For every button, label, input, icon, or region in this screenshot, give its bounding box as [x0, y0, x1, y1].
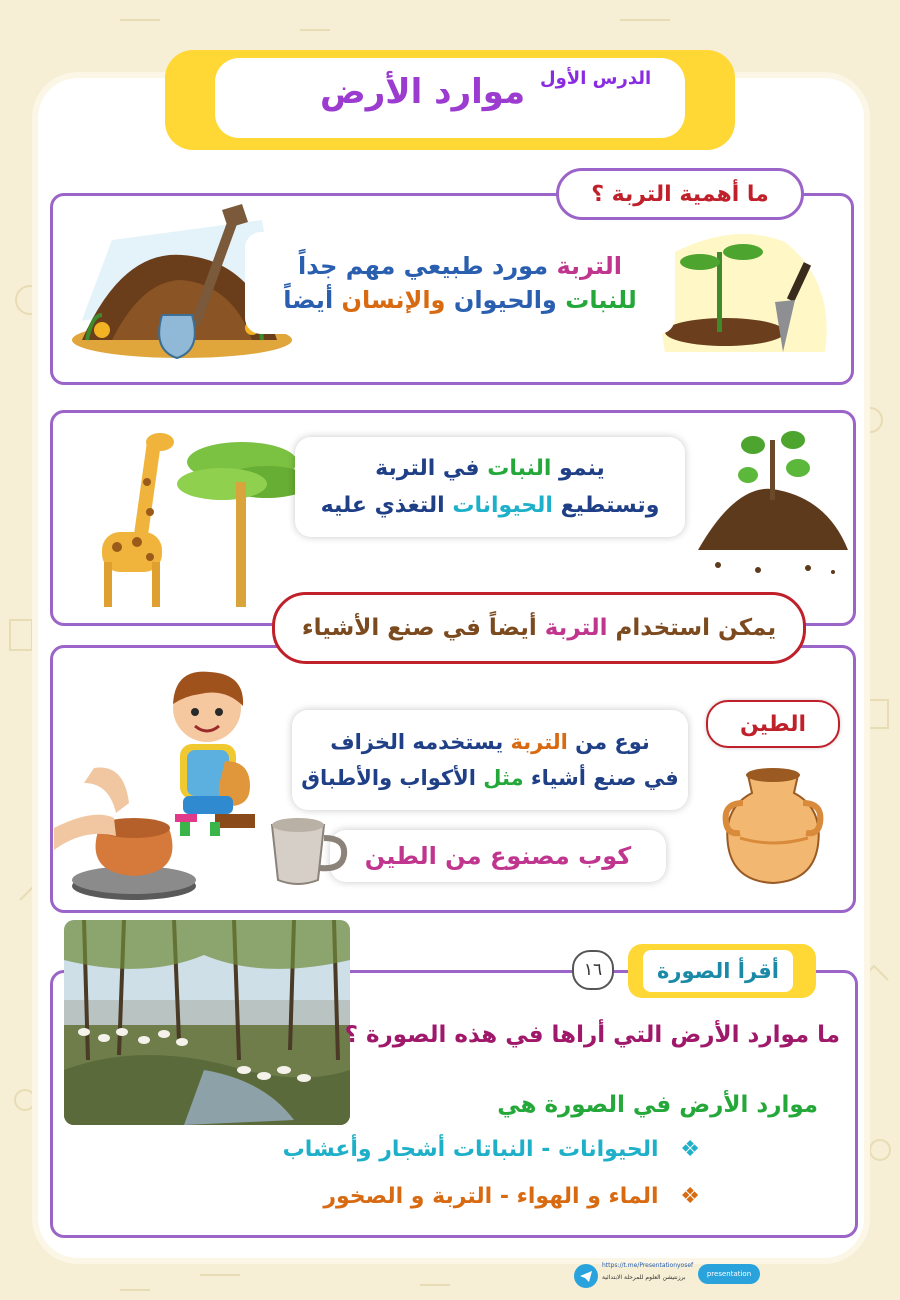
word-soil: التربة — [556, 252, 622, 280]
phrase-natural-resource: مورد طبيعي مهم جداً — [298, 252, 557, 280]
clay-cup-illustration — [264, 810, 354, 890]
cup-caption-box — [330, 830, 666, 882]
word-human: والإنسان — [341, 286, 454, 314]
presentation-badge: presentation — [698, 1264, 760, 1284]
soil-importance-box — [245, 232, 675, 334]
footer-credit-text: برزنتيشن العلوم للمرحلة الابتدائية — [602, 1274, 686, 1281]
answer-item-2 — [323, 1184, 700, 1209]
answer-item-2-text: الماء و الهواء - التربة و الصخور — [323, 1184, 659, 1209]
question-pill — [556, 168, 804, 220]
lesson-title: موارد الأرض — [320, 72, 526, 112]
answer-item-1 — [283, 1137, 700, 1162]
word-can: وتستطيع — [552, 493, 660, 518]
cup-caption: كوب مصنوع من الطين — [364, 842, 632, 870]
def-word-like: مثل — [483, 766, 524, 790]
banner-word-soil: التربة — [544, 615, 608, 641]
def-word-soil: التربة — [510, 730, 568, 754]
soil-importance-line2 — [283, 286, 636, 314]
read-picture-text: أقرأ الصورة — [657, 959, 779, 983]
word-also: أيضاً — [283, 286, 342, 314]
def-part-d: الأكواب والأطباق — [301, 766, 484, 790]
lake-birds-photo — [64, 920, 350, 1125]
sapling-soil-illustration — [698, 430, 848, 580]
clay-def-line1 — [330, 730, 650, 754]
page-number-badge — [572, 950, 614, 990]
def-part-c: في صنع أشياء — [523, 766, 679, 790]
word-animal: والحيوان — [453, 286, 566, 314]
plants-grow-line2 — [321, 493, 660, 518]
page-number: ١٦ — [583, 960, 603, 980]
boy-potter-illustration — [155, 666, 265, 841]
bullet-diamond-icon: ❖ — [680, 1184, 700, 1209]
footer-link[interactable]: https://t.me/Presentationyosef — [602, 1262, 694, 1269]
banner-part-a: يمكن استخدام — [607, 615, 777, 641]
word-animals: الحيوانات — [452, 493, 553, 518]
clay-jar-illustration — [718, 763, 828, 888]
soil-importance-question: ما أهمية التربة ؟ — [591, 181, 769, 207]
clay-label: الطين — [740, 711, 807, 737]
phrase-feed-on-it: التغذي عليه — [320, 493, 453, 518]
def-part-a: نوع من — [567, 730, 650, 754]
read-picture-label — [628, 944, 816, 998]
uses-banner-text — [302, 615, 776, 641]
word-plants: للنبات — [565, 286, 637, 314]
phrase-in-soil: في التربة — [375, 456, 488, 481]
giraffe-tree-illustration — [62, 422, 312, 612]
uses-banner — [272, 592, 806, 664]
clay-def-line2 — [301, 766, 679, 790]
answer-title: موارد الأرض في الصورة هي — [497, 1092, 818, 1118]
banner-part-b: أيضاً في صنع الأشياء — [301, 615, 545, 641]
answer-item-1-text: الحيوانات - النباتات أشجار وأعشاب — [282, 1137, 659, 1162]
word-grows: ينمو — [551, 456, 605, 481]
soil-importance-line1 — [298, 252, 622, 280]
lesson-label: الدرس الأول — [540, 68, 652, 89]
sprout-trowel-illustration — [655, 222, 835, 372]
clay-definition-box — [292, 710, 688, 810]
clay-label-pill — [706, 700, 840, 748]
footer-credit — [574, 1262, 774, 1290]
plants-grow-box — [295, 437, 685, 537]
def-part-b: يستخدمه الخزاف — [330, 730, 511, 754]
read-picture-question: ما موارد الأرض التي أراها في هذه الصورة ؟ — [344, 1022, 840, 1048]
plants-grow-line1 — [375, 456, 605, 481]
word-plant: النبات — [487, 456, 552, 481]
telegram-icon[interactable] — [574, 1264, 598, 1288]
bullet-diamond-icon: ❖ — [680, 1137, 700, 1162]
